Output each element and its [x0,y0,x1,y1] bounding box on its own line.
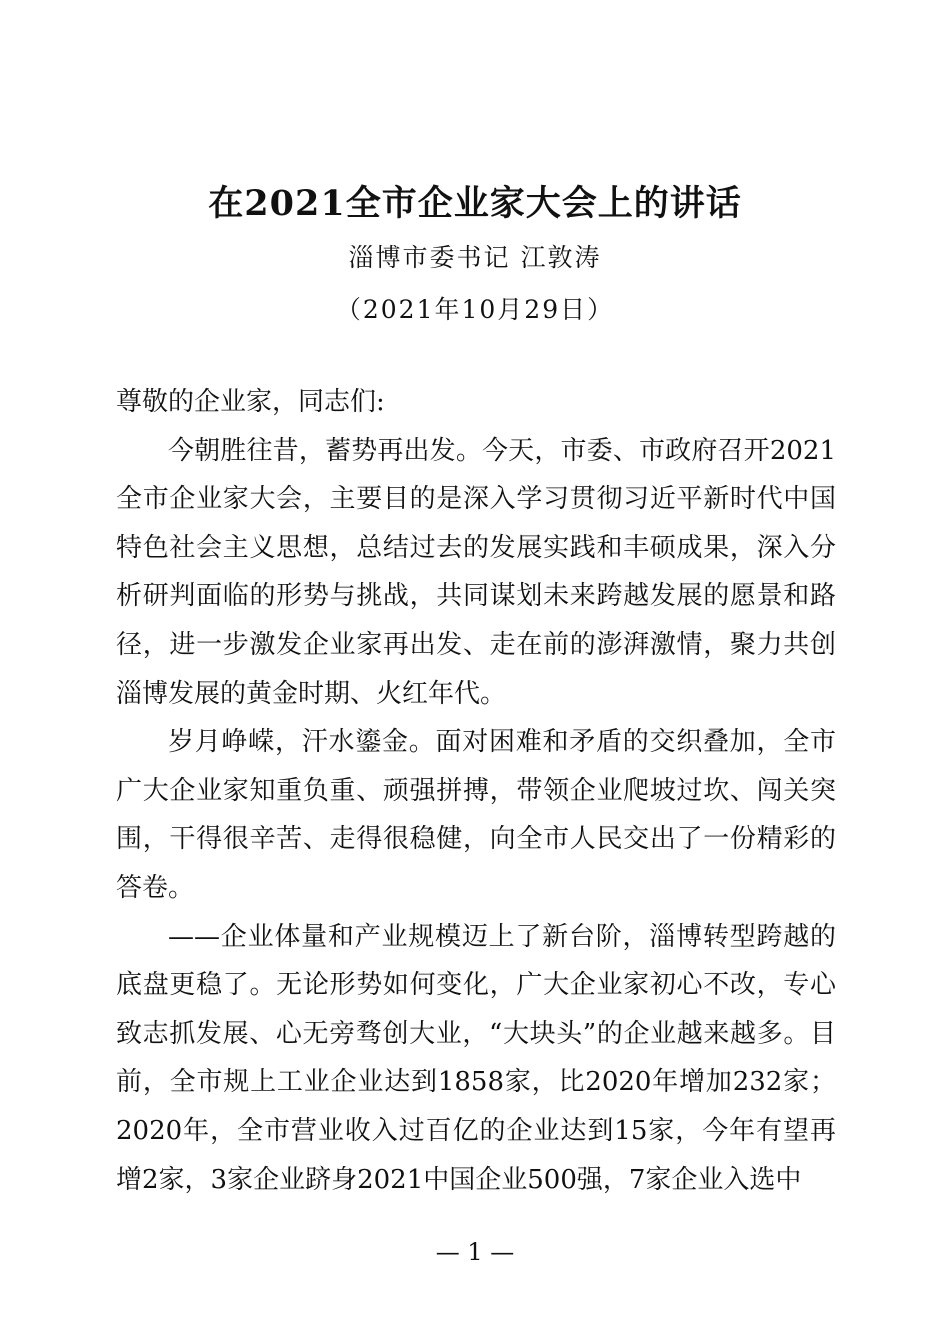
salutation: 尊敬的企业家，同志们: [116,387,385,417]
document-title: 在2021全市企业家大会上的讲话 [208,183,742,224]
page-number: — 1 — [435,1238,515,1266]
speaker-line: 淄博市委书记 江敦涛 [348,243,602,272]
speech-date: （2021年10月29日） [335,295,615,324]
paragraph-2: 岁月峥嵘，汗水鎏金。面对困难和矛盾的交织叠加，全市广大企业家知重负重、顽强拼搏，带领企业爬坡过坎、闯关突围，干得很辛苦、走得很稳健，向全市人民交出了一份精彩的答卷。 [116,727,836,903]
paragraph-1: 今朝胜往昔，蓄势再出发。今天，市委、市政府召开2021全市企业家大会，主要目的是深入学习贯彻习近平新时代中国特色社会主义思想，总结过去的发展实践和丰硕成果，深入分析研判面临的形势与挑战，共同谋划未来跨越发展的愿景和路径，进一步激发企业家再出发、走在前的澎湃激情，聚力共创淄博发展的黄金时期、火红年代。 [116,435,836,709]
document-body [116,378,836,1204]
paragraph-3: ——企业体量和产业规模迈上了新台阶，淄博转型跨越的底盘更稳了。无论形势如何变化，广大企业家初心不改，专心致志抓发展、心无旁骛创大业，“大块头”的企业越来越多。目前，全市规上工业企业达到1858家，比2020年增加232家；2020年，全市营业收入过百亿的企业达到15家，今年有望再增2家，3家企业跻身2021中国企业500强，7家企业入选中 [116,921,836,1195]
